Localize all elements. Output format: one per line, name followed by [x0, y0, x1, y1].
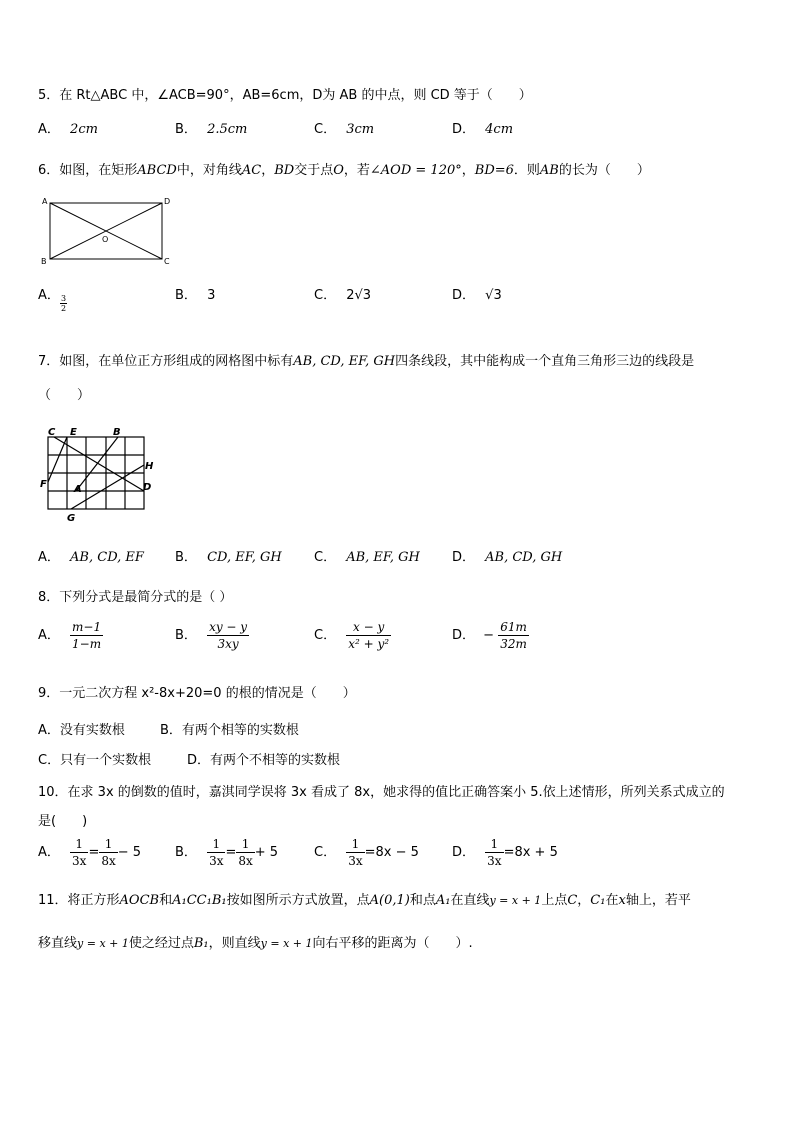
option-fraction [498, 619, 529, 652]
segment-gh [71, 465, 144, 509]
option-tail: + 5 [254, 845, 279, 860]
fraction-numerator: 1 [346, 836, 364, 853]
label-g: G [67, 513, 76, 524]
fraction-denominator: 8x [101, 854, 116, 868]
option-letter: D． [452, 288, 476, 303]
fraction-numerator: 1 [99, 836, 117, 853]
q9-option-c: C．只有一个实数根 [38, 753, 152, 768]
fraction-denominator: 3x [487, 854, 502, 868]
q10-stem-line1: 10．在求 3x 的倒数的值时，嘉淇同学误将 3x 看成了 8x，她求得的值比正确答案小 5.依上述情形，所列关系式成立的 [38, 785, 725, 800]
q11-math: y = x + 1 [489, 894, 542, 907]
q6-option-a [38, 284, 60, 303]
q11-math: C₁ [590, 893, 606, 908]
option-letter: B． [175, 845, 197, 860]
label-f: F [40, 479, 47, 490]
q11-text: 使之经过点 [128, 936, 194, 951]
option-letter: A． [38, 628, 60, 643]
fraction-denominator: 2 [61, 304, 67, 313]
option-letter: C． [314, 845, 337, 860]
q7-option-b [175, 546, 282, 565]
label-d: D [143, 482, 152, 493]
q11-text: ， [577, 893, 591, 908]
option-letter: C． [314, 628, 337, 643]
label-c: C [48, 427, 56, 438]
option-value: AB, EF, GH [346, 550, 420, 565]
label-c: C [164, 257, 170, 266]
option-letter: D． [452, 122, 476, 137]
q8-option-a [38, 619, 103, 652]
q10-option-d [452, 836, 558, 869]
label-a: A [42, 197, 48, 206]
q7-stem [38, 350, 694, 369]
q10-option-a: A． $\frac{1}{3x}$ = $\frac{1}{8x}$ − 5 [38, 837, 142, 868]
option-value: AB, CD, GH [485, 550, 563, 565]
q5-option-c [314, 118, 374, 137]
option-letter: B． [175, 122, 197, 137]
option-letter: A． [38, 122, 60, 137]
q11-math: A₁CC₁B₁ [172, 893, 227, 908]
q7-stem-math: AB, CD, EF, GH [293, 354, 396, 369]
option-value: 2√3 [346, 288, 372, 303]
q7-option-d [452, 546, 562, 565]
q11-math: A(0,1) [369, 893, 410, 908]
right-fraction [236, 836, 254, 869]
fraction-denominator: 3x [72, 854, 87, 868]
option-value: CD, EF, GH [207, 550, 282, 565]
q10-stem-line2: 是( ) [38, 814, 88, 829]
q11-text: ，则直线 [208, 936, 261, 951]
label-a: A [74, 484, 82, 495]
label-e: E [70, 427, 77, 438]
q9-option-b: B．有两个相等的实数根 [160, 723, 299, 738]
q6-stem-math: BD=6 [474, 163, 514, 178]
option-letter: B． [175, 550, 197, 565]
option-letter: A． [38, 550, 60, 565]
q8-stem: 8．下列分式是最简分式的是（ ） [38, 590, 233, 605]
q6-stem-math: ∠AOD = 120° [369, 163, 462, 178]
fraction-numerator: 61m [500, 620, 527, 634]
q6-stem [38, 159, 650, 178]
fraction-denominator: 1−m [72, 637, 102, 651]
q11-text: 和点 [409, 893, 436, 908]
label-o: O [102, 235, 109, 244]
q6-stem-text: 的长为（ ） [558, 163, 650, 178]
fraction-numerator: 1 [70, 836, 88, 853]
fraction-numerator: x − y [346, 619, 391, 636]
q6-stem-text: ．则 [513, 163, 540, 178]
option-tail: − 5 [117, 845, 142, 860]
option-letter: A． [38, 845, 60, 860]
option-letter: D． [452, 550, 476, 565]
q6-stem-text: 交于点 [294, 163, 334, 178]
q6-option-d [452, 284, 502, 303]
q5-option-a [38, 118, 98, 137]
fraction-numerator: m−1 [72, 620, 102, 634]
q6-stem-math: BD [274, 163, 295, 178]
option-tail: =8x − 5 [364, 845, 419, 860]
option-fraction [70, 619, 103, 652]
option-tail: =8x + 5 [503, 845, 558, 860]
q10-option-c [314, 836, 419, 869]
q7-grid-figure [40, 425, 160, 525]
segment-ab [76, 437, 118, 491]
q11-text: 按如图所示方式放置，点 [226, 893, 370, 908]
q10-option-b: B． $\frac{1}{3x}$ = $\frac{1}{8x}$ + 5 [175, 837, 279, 868]
q9-stem: 9．一元二次方程 x²-8x+20=0 的根的情况是（ ） [38, 686, 356, 701]
fraction-denominator: 3xy [217, 637, 239, 651]
q9-option-d: D．有两个不相等的实数根 [187, 753, 341, 768]
q6-stem-text: 中，对角线 [176, 163, 242, 178]
q6-option-c [314, 284, 371, 303]
option-sign: − [483, 628, 495, 643]
q5-option-b [175, 118, 247, 137]
q11-text: 11．将正方形 [38, 893, 120, 908]
q6-option-a-fraction [60, 294, 67, 313]
option-value: √3 [485, 288, 502, 303]
q5-option-d [452, 118, 513, 137]
label-h: H [145, 461, 154, 472]
fraction-denominator: x² + y² [348, 637, 390, 651]
q11-text: 上点 [541, 893, 568, 908]
q7-stem-paren: （ ） [38, 388, 91, 403]
left-fraction [485, 836, 503, 869]
option-letter: A． [38, 288, 60, 303]
q7-stem-text: 7．如图，在单位正方形组成的网格图中标有 [38, 354, 294, 369]
q6-stem-math: AB [539, 163, 559, 178]
option-value: 3cm [346, 122, 375, 137]
left-fraction [207, 836, 225, 869]
q11-stem-line2 [38, 932, 473, 951]
q9-option-a: A．没有实数根 [38, 723, 125, 738]
fraction-denominator: 3x [348, 854, 363, 868]
q6-rectangle-figure [38, 195, 173, 267]
q6-stem-text: 6．如图，在矩形 [38, 163, 138, 178]
option-value: 3 [207, 288, 216, 303]
q11-math: y = x + 1 [260, 937, 313, 950]
q6-stem-math: O [333, 163, 344, 178]
option-letter: D． [452, 628, 476, 643]
fraction-numerator: 1 [207, 836, 225, 853]
q11-math: A₁ [435, 893, 451, 908]
label-b: B [113, 427, 121, 438]
fraction-numerator: xy − y [209, 620, 248, 634]
option-letter: C． [314, 550, 337, 565]
fraction-denominator: 32m [500, 637, 527, 651]
q6-option-b [175, 284, 215, 303]
q6-stem-math: AC [241, 163, 262, 178]
q11-text: 在 [605, 893, 619, 908]
q11-stem-line1 [38, 889, 691, 908]
q11-text: 向右平移的距离为（ ）. [312, 936, 473, 951]
label-d: D [164, 197, 171, 206]
option-letter: C． [314, 122, 337, 137]
left-fraction [70, 836, 88, 869]
right-fraction [99, 836, 117, 869]
q11-math: AOCB [119, 893, 160, 908]
q8-option-d [452, 619, 529, 652]
q8-option-b [175, 619, 249, 652]
option-fraction [346, 619, 391, 652]
option-letter: B． [175, 288, 197, 303]
q6-stem-text: ， [461, 163, 475, 178]
q11-text: 和 [159, 893, 173, 908]
q11-text: 轴上，若平 [625, 893, 691, 908]
q7-stem-text: 四条线段，其中能构成一个直角三角形三边的线段是 [395, 354, 695, 369]
q11-text: 移直线 [38, 936, 78, 951]
option-letter: B． [175, 628, 197, 643]
fraction-numerator: 1 [236, 836, 254, 853]
option-letter: C． [314, 288, 337, 303]
left-fraction [346, 836, 364, 869]
fraction-denominator: 3x [209, 854, 224, 868]
segment-ef [48, 437, 67, 482]
option-value: 2cm [70, 122, 98, 137]
q6-stem-text: ，若 [343, 163, 370, 178]
option-fraction [207, 619, 249, 652]
option-letter: D． [452, 845, 476, 860]
q11-math: B₁ [193, 936, 209, 951]
q11-math: x [618, 893, 626, 908]
q11-math: C [567, 893, 578, 908]
q5-stem: 5．在 Rt△ABC 中，∠ACB=90°，AB=6cm，D为 AB 的中点，则 CD 等于（ ） [38, 88, 532, 103]
q6-stem-math: ABCD [137, 163, 177, 178]
option-value: AB, CD, EF [70, 550, 144, 565]
fraction-numerator: 1 [485, 836, 503, 853]
fraction-denominator: 8x [238, 854, 253, 868]
label-b: B [41, 257, 47, 266]
q6-stem-text: ， [261, 163, 275, 178]
q7-option-c [314, 546, 420, 565]
q11-text: 在直线 [450, 893, 490, 908]
q7-option-a [38, 546, 144, 565]
option-value: 2.5cm [207, 122, 248, 137]
q11-math: y = x + 1 [77, 937, 129, 950]
fraction-numerator: 3 [61, 294, 67, 303]
option-value: 4cm [485, 122, 514, 137]
q8-option-c [314, 619, 391, 652]
